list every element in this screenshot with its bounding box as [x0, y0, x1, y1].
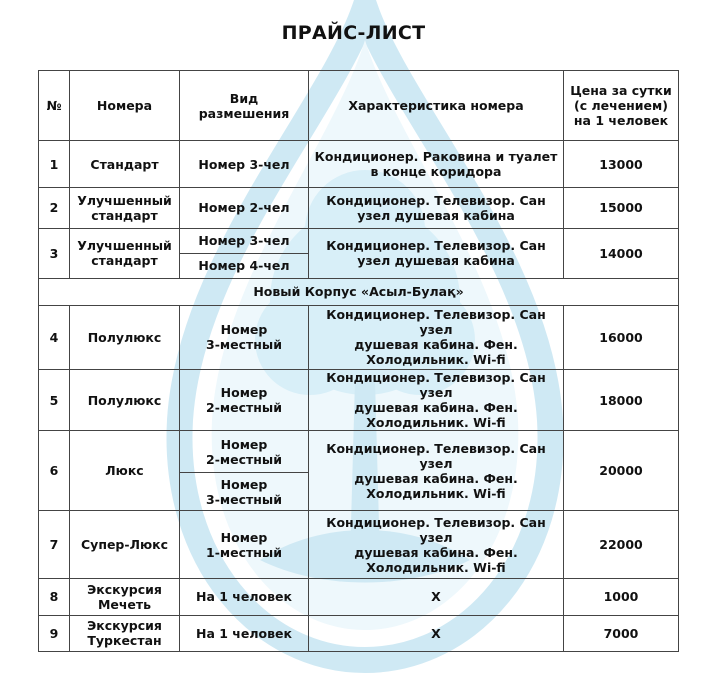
row-room: Полулюкс	[70, 369, 180, 430]
row-characteristic: Кондиционер. Телевизор. Сан узел душевая кабина. Фен. Холодильник. Wi-fi	[309, 431, 564, 511]
row-placement: Номер 3-чел	[180, 141, 309, 188]
row-characteristic: Кондиционер. Телевизор. Сан узел душевая кабина. Фен. Холодильник. Wi-fi	[309, 369, 564, 430]
row-room: Полулюкс	[70, 305, 180, 369]
row-room: Улучшенный стандарт	[70, 228, 180, 278]
row-characteristic: Кондиционер. Телевизор. Сан узел душевая кабина	[309, 188, 564, 228]
row-characteristic: Х	[309, 615, 564, 651]
row-num: 3	[39, 228, 70, 278]
row-room: Экскурсия Туркестан	[70, 615, 180, 651]
row-characteristic: Кондиционер. Раковина и туалет в конце коридора	[309, 141, 564, 188]
row-placement: Номер 3-местный	[180, 473, 309, 511]
row-num: 9	[39, 615, 70, 651]
page-title: ПРАЙС-ЛИСТ	[281, 22, 426, 44]
row-num: 2	[39, 188, 70, 228]
row-placement: Номер 1-местный	[180, 511, 309, 578]
row-room: Супер-Люкс	[70, 511, 180, 578]
row-room: Стандарт	[70, 141, 180, 188]
row-placement: Номер 2-местный	[180, 369, 309, 430]
row-num: 6	[39, 431, 70, 511]
row-characteristic: Кондиционер. Телевизор. Сан узел душевая кабина	[309, 228, 564, 278]
table-row	[39, 188, 679, 228]
table-row	[39, 369, 679, 430]
row-placement: Номер 2-чел	[180, 188, 309, 228]
price-table	[38, 70, 679, 652]
table-row	[39, 431, 679, 473]
row-num: 8	[39, 578, 70, 615]
row-placement: На 1 человек	[180, 578, 309, 615]
table-row	[39, 228, 679, 253]
header-characteristic: Характеристика номера	[309, 71, 564, 141]
row-num: 1	[39, 141, 70, 188]
row-price: 7000	[564, 615, 679, 651]
row-price: 1000	[564, 578, 679, 615]
section-title: Новый Корпус «Асыл-Булақ»	[39, 278, 679, 305]
row-characteristic: Кондиционер. Телевизор. Сан узел душевая кабина. Фен. Холодильник. Wi-fi	[309, 305, 564, 369]
table-header-row	[39, 71, 679, 141]
row-price: 18000	[564, 369, 679, 430]
row-price: 16000	[564, 305, 679, 369]
row-room: Улучшенный стандарт	[70, 188, 180, 228]
row-price: 20000	[564, 431, 679, 511]
row-room: Экскурсия Мечеть	[70, 578, 180, 615]
table-row	[39, 578, 679, 615]
row-placement: Номер 4-чел	[180, 253, 309, 278]
table-row	[39, 141, 679, 188]
row-room: Люкс	[70, 431, 180, 511]
header-price: Цена за сутки (с лечением) на 1 человек	[564, 71, 679, 141]
header-placement: Вид размешения	[180, 71, 309, 141]
row-characteristic: Х	[309, 578, 564, 615]
section-row	[39, 278, 679, 305]
row-num: 7	[39, 511, 70, 578]
row-placement: Номер 2-местный	[180, 431, 309, 473]
row-price: 22000	[564, 511, 679, 578]
header-room: Номера	[70, 71, 180, 141]
row-price: 15000	[564, 188, 679, 228]
header-num: №	[39, 71, 70, 141]
table-row	[39, 305, 679, 369]
row-placement: Номер 3-местный	[180, 305, 309, 369]
table-row	[39, 511, 679, 578]
row-placement: Номер 3-чел	[180, 228, 309, 253]
table-row	[39, 615, 679, 651]
row-characteristic: Кондиционер. Телевизор. Сан узел душевая кабина. Фен. Холодильник. Wi-fi	[309, 511, 564, 578]
row-placement: На 1 человек	[180, 615, 309, 651]
row-price: 14000	[564, 228, 679, 278]
row-num: 5	[39, 369, 70, 430]
row-price: 13000	[564, 141, 679, 188]
row-num: 4	[39, 305, 70, 369]
